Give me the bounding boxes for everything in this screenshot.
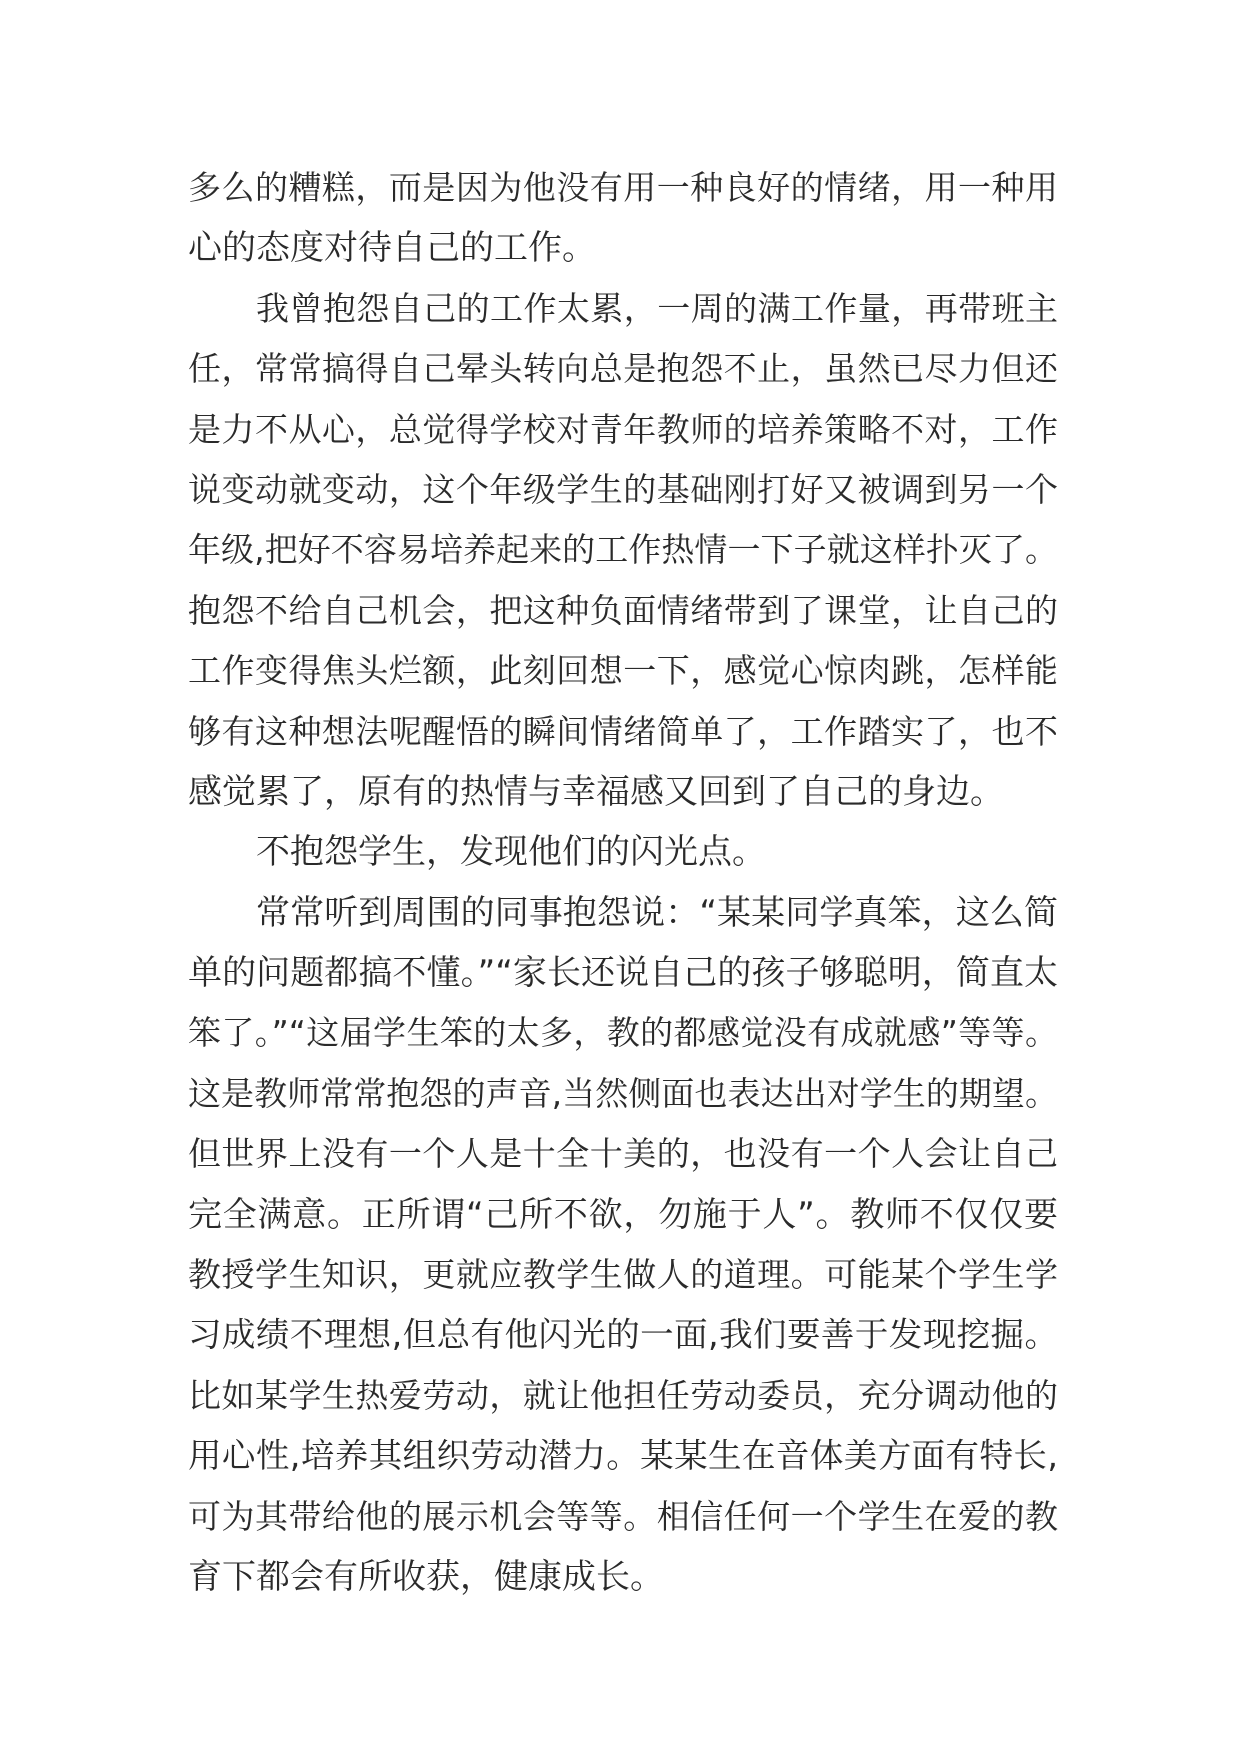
text-line: 心的态度对待自己的工作。 (188, 228, 596, 269)
text-line: 但世界上没有一个人是十全十美的，也没有一个人会让自己 (188, 1134, 1058, 1174)
text-line: 是力不从心，总觉得学校对青年教师的培养策略不对，工作 (188, 409, 1058, 449)
body-text (188, 158, 1058, 1607)
text-line: 育下都会有所收获，健康成长。 (188, 1556, 664, 1597)
text-line: 比如某学生热爱劳动，就让他担任劳动委员，充分调动他的 (188, 1375, 1058, 1415)
text-line: 工作变得焦头烂额，此刻回想一下，感觉心惊肉跳，怎样能 (188, 651, 1058, 691)
text-line: 习成绩不理想,但总有他闪光的一面,我们要善于发现挖掘。 (188, 1315, 1058, 1355)
text-line: 够有这种想法呢醒悟的瞬间情绪简单了，工作踏实了，也不 (188, 711, 1058, 751)
paragraph-start-line: 我曾抱怨自己的工作太累，一周的满工作量，再带班主 (256, 288, 1058, 328)
text-line: 任，常常搞得自己晕头转向总是抱怨不止，虽然已尽力但还 (188, 349, 1058, 389)
text-line: 抱怨不给自己机会，把这种负面情绪带到了课堂，让自己的 (188, 590, 1058, 630)
text-line: 用心性,培养其组织劳动潜力。某某生在音体美方面有特长, (188, 1436, 1058, 1476)
text-line: 单的问题都搞不懂。”“家长还说自己的孩子够聪明，简直太 (188, 953, 1058, 994)
text-line: 教授学生知识，更就应教学生做人的道理。可能某个学生学 (188, 1255, 1058, 1295)
text-line: 可为其带给他的展示机会等等。相信任何一个学生在爱的教 (188, 1496, 1058, 1536)
text-line: 多么的糟糕，而是因为他没有用一种良好的情绪，用一种用 (188, 168, 1058, 207)
text-line: 说变动就变动，这个年级学生的基础刚打好又被调到另一个 (188, 469, 1058, 509)
text-line: 年级,把好不容易培养起来的工作热情一下子就这样扑灭了。 (188, 530, 1058, 570)
text-line: 完全满意。正所谓“己所不欲，勿施于人”。教师不仅仅要 (188, 1194, 1058, 1235)
text-line: 感觉累了，原有的热情与幸福感又回到了自己的身边。 (188, 771, 1004, 812)
section-heading-line: 不抱怨学生，发现他们的闪光点。 (256, 832, 766, 873)
text-line: 这是教师常常抱怨的声音,当然侧面也表达出对学生的期望。 (188, 1073, 1058, 1113)
paragraph-start-line: 常常听到周围的同事抱怨说：“某某同学真笨，这么简 (256, 892, 1058, 933)
text-line: 笨了。”“这届学生笨的太多，教的都感觉没有成就感”等等。 (188, 1013, 1058, 1053)
